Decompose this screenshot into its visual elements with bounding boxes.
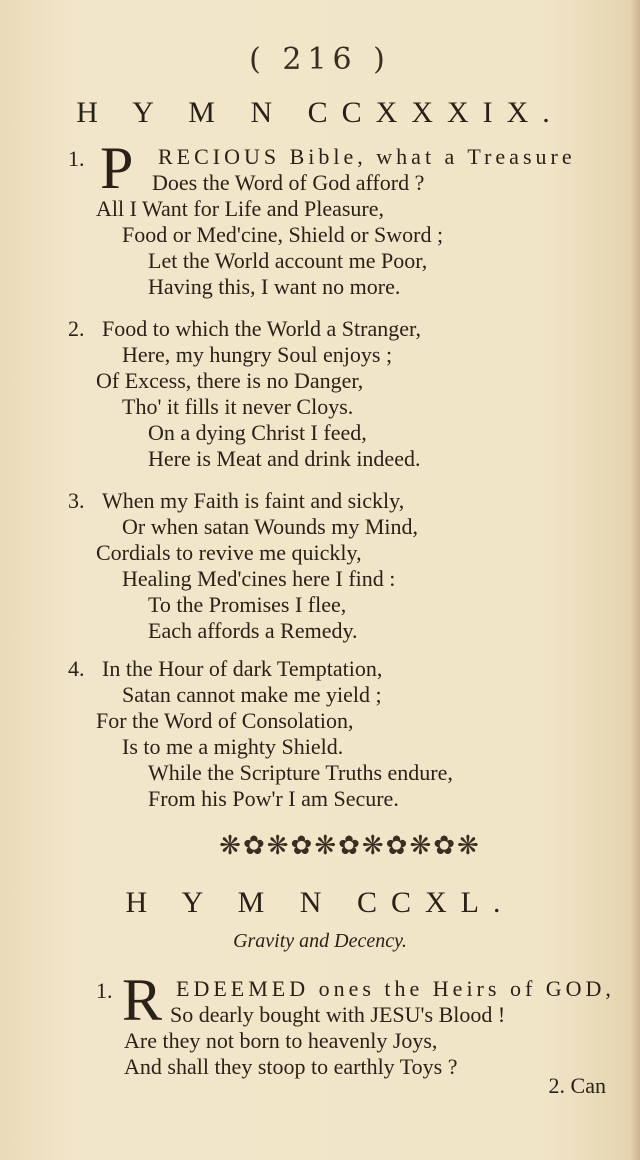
verse-line: Food or Med'cine, Shield or Sword ; (122, 222, 444, 247)
verse-line: For the Word of Consolation, (96, 708, 354, 733)
verse-line: Healing Med'cines here I find : (122, 566, 396, 591)
verse-line: On a dying Christ I feed, (148, 420, 367, 445)
verse-line: Tho' it fills it never Cloys. (122, 394, 354, 419)
verse-line: Is to me a mighty Shield. (122, 734, 344, 759)
page-edge-shadow (630, 0, 640, 1160)
drop-cap: P (100, 135, 134, 201)
verse-line: When my Faith is faint and sickly, (102, 488, 405, 513)
decorative-ornament-row: ❋✿❋✿❋✿❋✿❋✿❋ (219, 831, 481, 861)
verse-line: In the Hour of dark Temptation, (102, 656, 383, 681)
verse-line: So dearly bought with JESU's Blood ! (170, 1002, 506, 1027)
hymn-subtitle: Gravity and Decency. (233, 930, 407, 952)
verse-line: Or when satan Wounds my Mind, (122, 514, 419, 539)
verse-line: From his Pow'r I am Secure. (148, 786, 399, 811)
hymn-title: H Y M N CCXXXIX. (76, 96, 564, 129)
verse-line: Let the World account me Poor, (148, 248, 428, 273)
verse-line: Here, my hungry Soul enjoys ; (122, 342, 393, 367)
verse-line: Here is Meat and drink indeed. (148, 446, 421, 471)
drop-cap: R (122, 967, 163, 1033)
stanza-number: 1. (96, 978, 113, 1003)
verse-line: All I Want for Life and Pleasure, (96, 196, 385, 221)
verse-line: Does the Word of God afford ? (152, 170, 425, 195)
verse-line: Each affords a Remedy. (148, 618, 358, 643)
stanza-number: 4. (68, 656, 85, 681)
verse-line: Are they not born to heavenly Joys, (124, 1028, 438, 1053)
verse-line: And shall they stoop to earthly Toys ? (124, 1054, 458, 1079)
verse-line: Of Excess, there is no Danger, (96, 368, 364, 393)
verse-line: To the Promises I flee, (148, 592, 347, 617)
verse-line: EDEEMED ones the Heirs of GOD, (176, 976, 615, 1001)
stanza-number: 2. (68, 316, 85, 341)
catchword: 2. Can (548, 1073, 606, 1098)
hymn-title: H Y M N CCXL. (125, 886, 515, 919)
verse-line: Having this, I want no more. (148, 274, 401, 299)
verse-line: While the Scripture Truths endure, (148, 760, 453, 785)
stanza-number: 1. (68, 146, 85, 171)
page-number: ( 216 ) (249, 42, 391, 77)
verse-line: RECIOUS Bible, what a Treasure (158, 144, 576, 169)
verse-line: Food to which the World a Stranger, (102, 316, 421, 341)
verse-line: Satan cannot make me yield ; (122, 682, 382, 707)
verse-line: Cordials to revive me quickly, (96, 540, 362, 565)
stanza-number: 3. (68, 488, 85, 513)
